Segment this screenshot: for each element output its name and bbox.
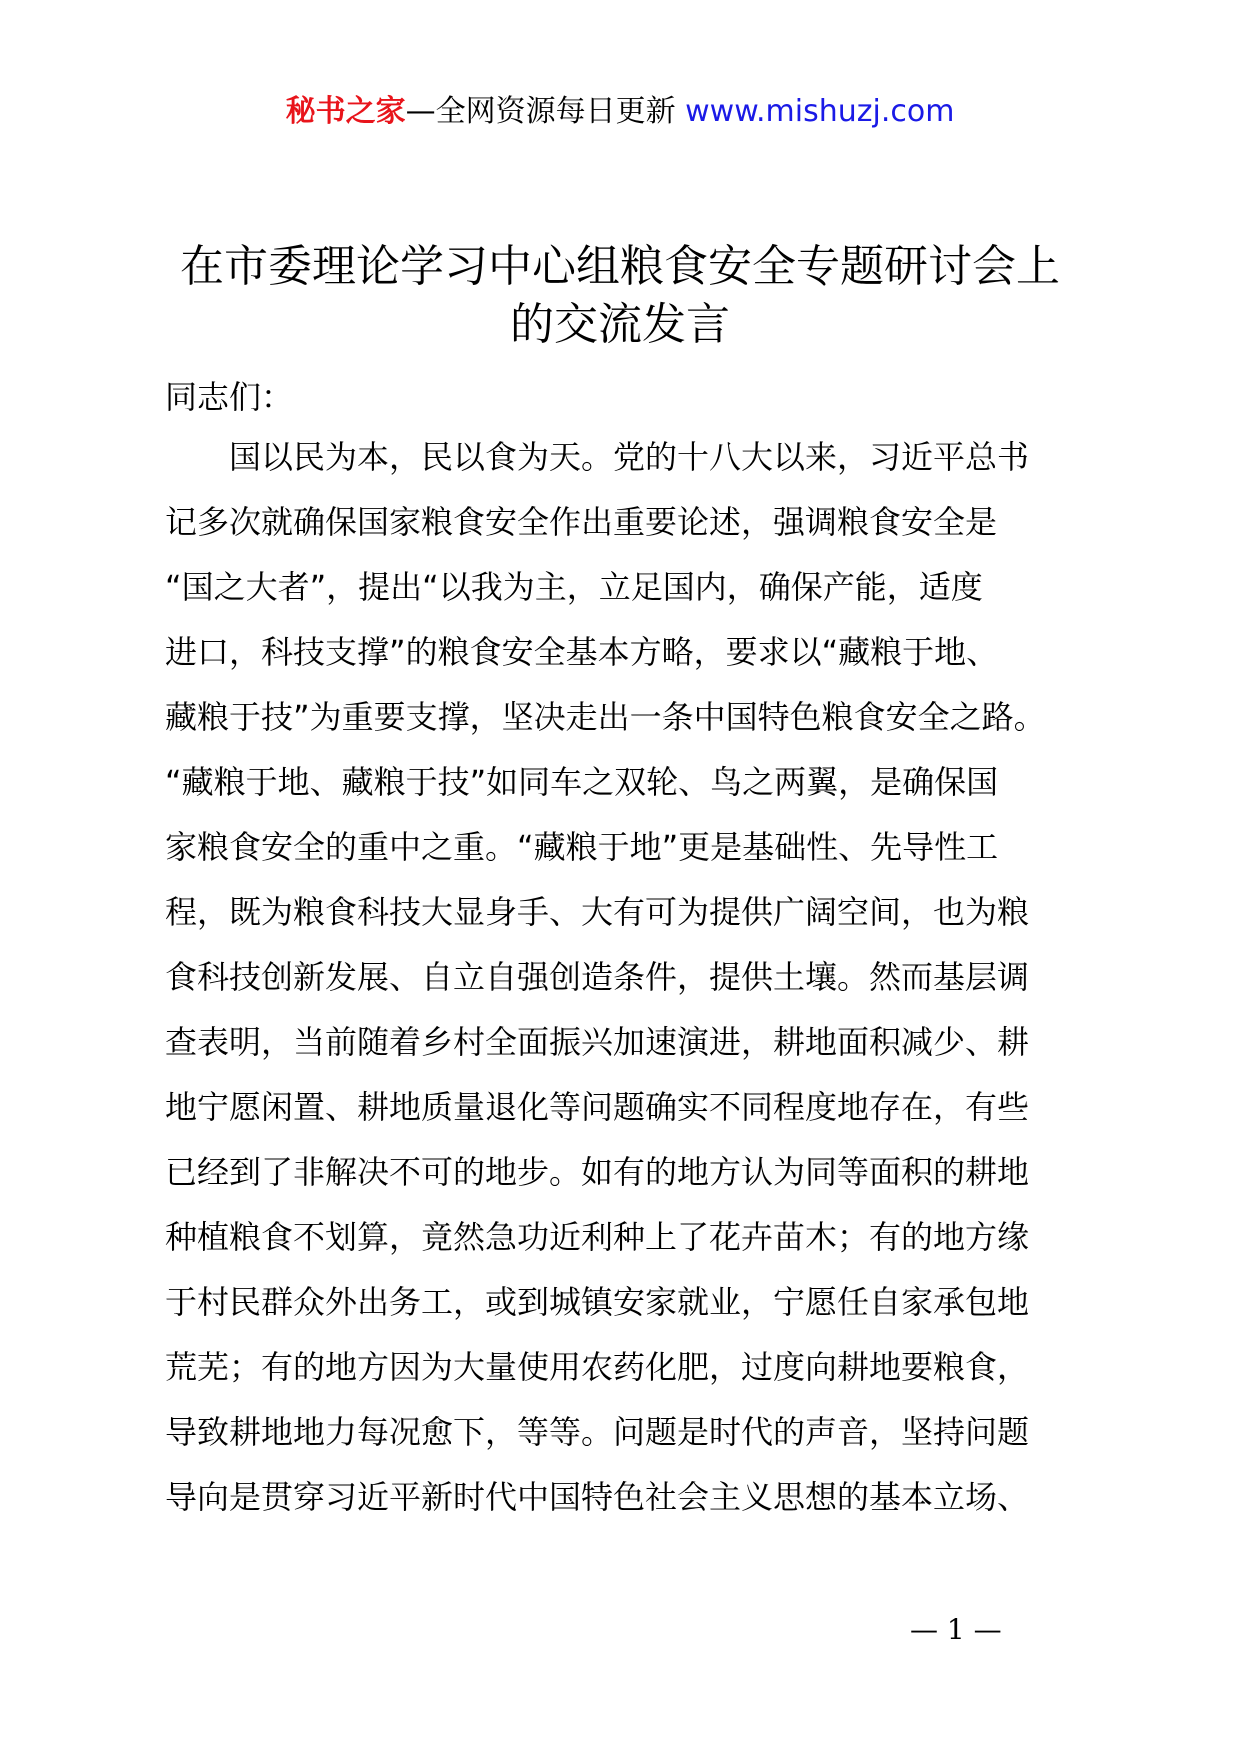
- body-line: 藏粮于技”为重要支撑，坚决走出一条中国特色粮食安全之路。: [165, 698, 1046, 736]
- body-line: 种植粮食不划算，竟然急功近利种上了花卉苗木；有的地方缘: [165, 1218, 1030, 1256]
- body-line: “国之大者”，提出“以我为主，立足国内，确保产能，适度: [165, 568, 983, 606]
- body-line: 程，既为粮食科技大显身手、大有可为提供广阔空间，也为粮: [165, 893, 1030, 931]
- body-line: 查表明，当前随着乡村全面振兴加速演进，耕地面积减少、耕: [165, 1023, 1030, 1061]
- salutation: 同志们：: [165, 378, 294, 416]
- site-header-banner: [0, 92, 1240, 132]
- body-line: 地宁愿闲置、耕地质量退化等问题确实不同程度地存在，有些: [165, 1088, 1030, 1126]
- document-title-line-2: 的交流发言: [510, 299, 730, 350]
- site-tagline: —全网资源每日更新: [405, 94, 686, 129]
- document-title: [160, 238, 1080, 354]
- site-url-link[interactable]: www.mishuzj.com: [685, 94, 955, 129]
- body-line: “藏粮于地、藏粮于技”如同车之双轮、鸟之两翼，是确保国: [165, 763, 999, 801]
- body-line: 进口，科技支撑”的粮食安全基本方略，要求以“藏粮于地、: [165, 633, 999, 671]
- body-line: 国以民为本，民以食为天。党的十八大以来，习近平总书: [229, 438, 1030, 476]
- body-line: 荒芜；有的地方因为大量使用农药化肥，过度向耕地要粮食，: [165, 1348, 1030, 1386]
- body-line: 家粮食安全的重中之重。“藏粮于地”更是基础性、先导性工: [165, 828, 999, 866]
- body-line: 于村民群众外出务工，或到城镇安家就业，宁愿任自家承包地: [165, 1283, 1030, 1321]
- body-paragraph: [165, 435, 1085, 1540]
- body-line: 导向是贯穿习近平新时代中国特色社会主义思想的基本立场、: [165, 1478, 1030, 1516]
- body-line: 已经到了非解决不可的地步。如有的地方认为同等面积的耕地: [165, 1153, 1030, 1191]
- page-number: — 1 —: [910, 1613, 1002, 1646]
- body-line: 食科技创新发展、自立自强创造条件，提供土壤。然而基层调: [165, 958, 1030, 996]
- body-line: 记多次就确保国家粮食安全作出重要论述，强调粮食安全是: [165, 503, 998, 541]
- site-brand-name: 秘书之家: [285, 94, 406, 129]
- body-line: 导致耕地地力每况愈下，等等。问题是时代的声音，坚持问题: [165, 1413, 1030, 1451]
- document-title-line-1: 在市委理论学习中心组粮食安全专题研讨会上: [180, 241, 1060, 292]
